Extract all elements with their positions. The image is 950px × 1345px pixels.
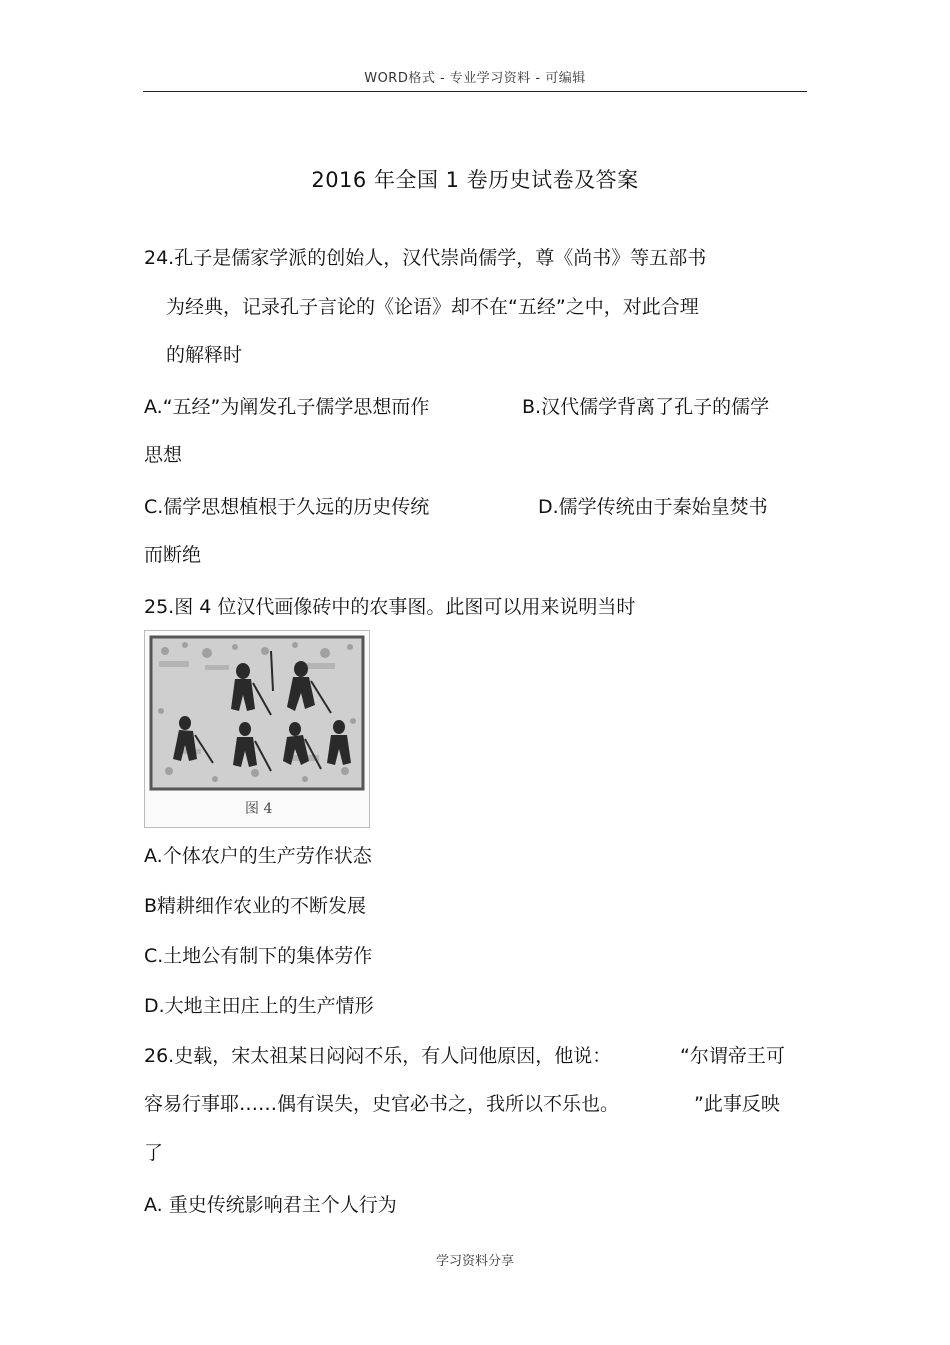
q26-option-a: A. 重史传统影响君主个人行为	[144, 1194, 397, 1216]
q25-option-c: C.土地公有制下的集体劳作	[144, 945, 373, 967]
figure-caption: 图 4	[245, 801, 273, 817]
farming-relief-image	[145, 631, 369, 827]
q26-stem-line-2: 容易行事耶……偶有误失，史官必书之，我所以不乐也。	[144, 1093, 620, 1115]
q24-stem-line-1: 24.孔子是儒家学派的创始人，汉代崇尚儒学，尊《尚书》等五部书	[144, 247, 707, 269]
page-footer: 学习资料分享	[435, 1254, 514, 1269]
q25-option-d: D.大地主田庄上的生产情形	[144, 995, 374, 1017]
q24-option-b-cont: 思想	[144, 444, 183, 466]
q26-stem-line-3: 了	[144, 1142, 164, 1164]
q24-option-a: A.“五经”为阐发孔子儒学思想而作	[144, 396, 430, 418]
page-header: WORD格式 - 专业学习资料 - 可编辑	[364, 71, 586, 86]
q24-option-d-cont: 而断绝	[144, 544, 202, 566]
q26-stem-line-2-end: ”此事反映	[694, 1093, 780, 1115]
q24-stem-line-2: 为经典，记录孔子言论的《论语》却不在“五经”之中，对此合理	[166, 296, 699, 318]
q24-option-c: C.儒学思想植根于久远的历史传统	[144, 496, 430, 518]
q26-stem-line-1: 26.史载，宋太祖某日闷闷不乐，有人问他原因，他说：	[144, 1045, 612, 1067]
header-divider	[143, 91, 807, 92]
q25-option-a: A.个体农户的生产劳作状态	[144, 845, 372, 867]
q24-option-b: B.汉代儒学背离了孔子的儒学	[522, 396, 770, 418]
figure-4-farming-relief	[144, 630, 370, 828]
q25-stem: 25.图 4 位汉代画像砖中的农事图。此图可以用来说明当时	[144, 596, 636, 618]
q26-stem-line-1-quote: “尔谓帝王可	[680, 1045, 785, 1067]
q24-option-d: D.儒学传统由于秦始皇焚书	[538, 496, 768, 518]
q24-stem-line-3: 的解释时	[166, 344, 243, 366]
document-title: 2016 年全国 1 卷历史试卷及答案	[311, 168, 639, 192]
q25-option-b: B精耕细作农业的不断发展	[144, 895, 367, 917]
